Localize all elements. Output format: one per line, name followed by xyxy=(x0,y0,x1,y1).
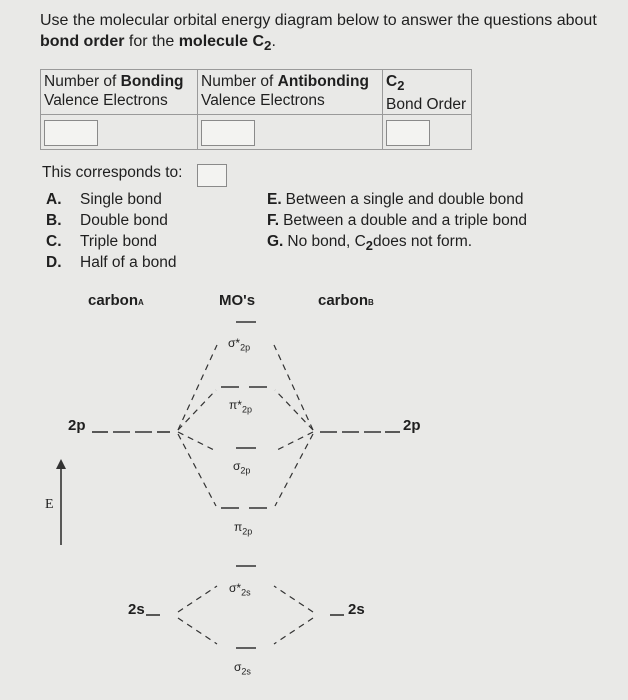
header-bonding: Number of Bonding Valence Electrons xyxy=(41,70,198,115)
corr-line xyxy=(178,345,217,430)
header-bond-order: $C_2$ Bond Order xyxy=(383,70,472,115)
option-d: D. Half of a bond xyxy=(46,254,177,271)
option-e: E. Between a single and double bond xyxy=(267,191,524,208)
corr-line xyxy=(274,618,313,644)
option-c: C. Triple bond xyxy=(46,233,157,250)
energy-arrow-head xyxy=(56,459,66,469)
option-b: B. Double bond xyxy=(46,212,168,229)
intro-end: . xyxy=(271,33,276,50)
intro-text: Use the molecular orbital energy diagram below to answer the questions about xyxy=(40,12,597,29)
left-2s-label: 2s xyxy=(128,601,145,618)
right-2p-label: 2p xyxy=(403,417,421,434)
corr-line xyxy=(274,345,313,430)
header-antibonding: Number of Antibonding Valence Electrons xyxy=(198,70,383,115)
sigma-2s-label: $\sigma_{2s}$ xyxy=(234,660,251,677)
carbon-b-label: carbonB xyxy=(318,292,374,309)
corresponds-label: This corresponds to: xyxy=(42,164,183,181)
sigma-star-2p-label: $\sigma*_{2p}$ xyxy=(228,336,251,353)
intro-sub: 2 xyxy=(264,38,272,54)
option-g: G. No bond, C $_2$ does not form. xyxy=(267,233,473,254)
sigma-2p-label: $\sigma_{2p}$ xyxy=(233,459,251,476)
left-2p-label: 2p xyxy=(68,417,86,434)
sigma-star-2s-label: $\sigma*_{2s}$ xyxy=(229,581,251,598)
corr-line xyxy=(178,618,217,644)
intro-mid: for the xyxy=(124,33,179,50)
corr-line xyxy=(178,586,217,612)
corr-line xyxy=(275,434,313,506)
pi-star-2p-label: $\pi*_{2p}$ xyxy=(229,398,252,415)
corr-line xyxy=(178,390,216,430)
option-f: F. Between a double and a triple bond xyxy=(267,212,527,229)
corr-line xyxy=(178,434,216,506)
corr-line xyxy=(275,432,313,451)
carbon-a-label: carbonA xyxy=(88,292,144,309)
intro-molecule: molecule C xyxy=(178,33,265,50)
intro-bond-order: bond order xyxy=(40,33,125,50)
pi-2p-label: $\pi_{2p}$ xyxy=(234,520,253,537)
corr-line xyxy=(275,390,313,430)
corr-line xyxy=(178,432,216,451)
mos-label: MO's xyxy=(219,292,256,309)
right-2s-label: 2s xyxy=(348,601,365,618)
energy-label: E xyxy=(45,497,54,512)
option-a: A. Single bond xyxy=(46,191,162,208)
corr-line xyxy=(274,586,313,612)
